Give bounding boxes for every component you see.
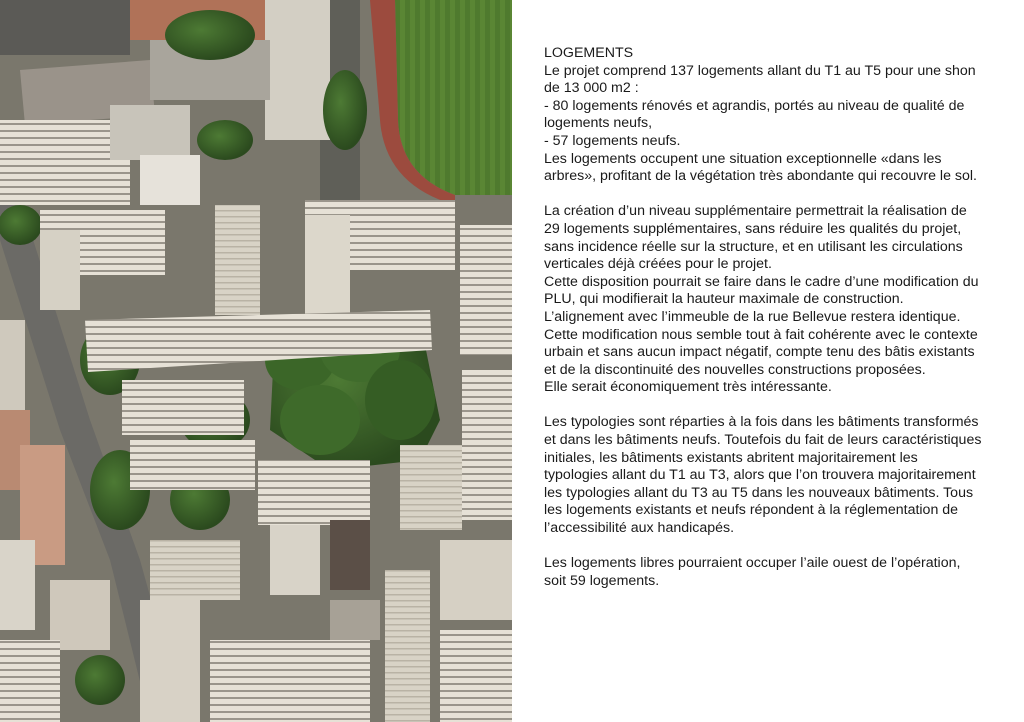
- intro-situation: Les logements occupent une situation exceptionnelle «dans les arbres», profitant de la végétation très abondante qui recouvre le sol.: [544, 150, 977, 185]
- extension-line-3: L’alignement avec l’immeuble de la rue Bellevue restera identique.: [544, 308, 961, 325]
- extension-line-4: Cette modification nous semble tout à fait cohérente avec le contexte urbain et sans aucun impact négatif, compte tenu des bâtis existants et de la discontinuité des nouvelles constructions proposées.: [544, 326, 978, 378]
- bullet-new: - 57 logements neufs.: [544, 132, 681, 149]
- intro-line: Le projet comprend 137 logements allant du T1 au T5 pour une shon de 13 000 m2 :: [544, 62, 976, 97]
- free-housing-paragraph: Les logements libres pourraient occuper l’aile ouest de l’opération, soit 59 logements.: [544, 555, 961, 589]
- typologies-paragraph: Les typologies sont réparties à la fois dans les bâtiments transformés et dans les bâtiments neufs. Toutefois du fait de leurs caractéristiques initiales, les bâtiments existants abritent majoritairement les typologies allant du T1 au T3, alors que l’on trouvera majoritairement les typologies allant du T3 au T5 dans les nouveaux bâtiments. Tous les logements existants et neufs répondent à la réglementation de l’accessibilité aux handicapés.: [544, 414, 982, 537]
- extension-line-5: Elle serait économiquement très intéressante.: [544, 379, 832, 396]
- intro-paragraph: [544, 45, 984, 186]
- section-title: LOGEMENTS: [544, 45, 634, 61]
- bullet-renovated: - 80 logements rénovés et agrandis, portés au niveau de qualité de logements neufs,: [544, 97, 965, 132]
- extension-line-1: La création d’un niveau supplémentaire permettrait la réalisation de 29 logements supplémentaires, sans réduire les qualités du projet, sans incidence réelle sur la structure, et en utilisant les circulations verticales déjà créées pour le projet.: [544, 203, 967, 273]
- extension-line-2: Cette disposition pourrait se faire dans le cadre d’une modification du PLU, qui modifierait la hauteur maximale de construction.: [544, 273, 979, 308]
- extension-paragraph: [544, 203, 984, 397]
- text-column: [544, 45, 984, 608]
